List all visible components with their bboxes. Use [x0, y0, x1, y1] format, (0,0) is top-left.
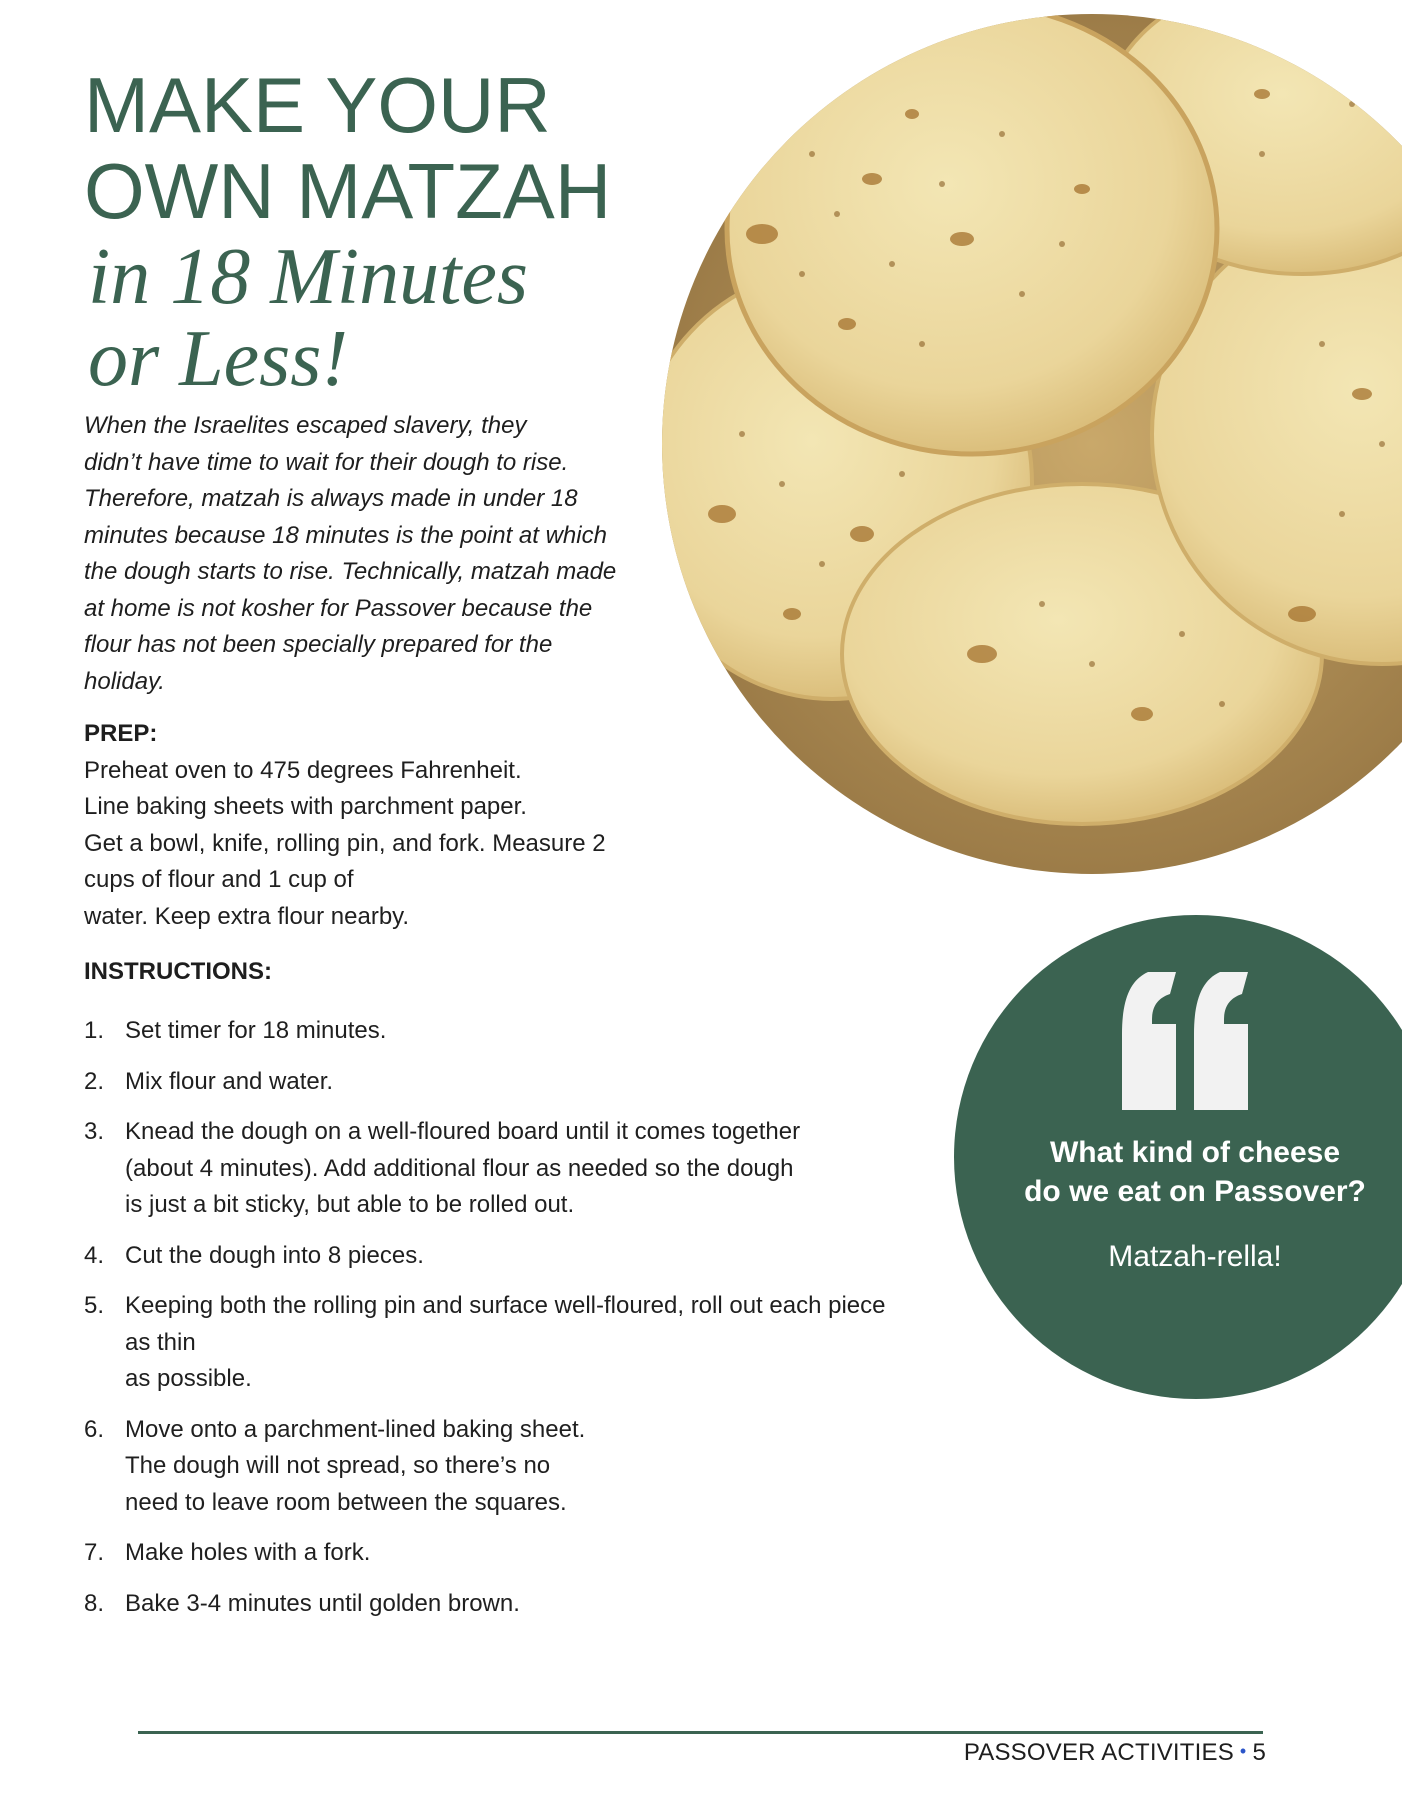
matzah-photo	[662, 14, 1402, 874]
prep-line: Line baking sheets with parchment paper.	[84, 793, 527, 820]
joke-question-line: do we eat on Passover?	[1024, 1175, 1366, 1208]
page-number: 5	[1252, 1739, 1266, 1766]
prep-line: cups of flour and 1 cup of	[84, 866, 354, 893]
step-number: 1.	[84, 1017, 105, 1044]
step-text: Move onto a parchment-lined baking sheet.	[125, 1415, 586, 1443]
step-text: Knead the dough on a well-floured board until it comes together	[125, 1118, 801, 1145]
intro-line: When the Israelites escaped slavery, they	[84, 412, 527, 439]
open-quote-icon	[1118, 972, 1268, 1112]
title-line-1: MAKE YOUR	[84, 61, 551, 149]
intro-line: holiday.	[84, 667, 165, 695]
instruction-step	[84, 1586, 944, 1623]
page-footer	[964, 1739, 1266, 1767]
instruction-step	[84, 1288, 944, 1398]
step-number: 8.	[84, 1589, 105, 1617]
prep-line: water. Keep extra flour nearby.	[84, 902, 410, 930]
instruction-step	[84, 1535, 944, 1572]
step-text: as possible.	[125, 1365, 252, 1392]
instruction-step	[84, 1412, 944, 1522]
step-number: 3.	[84, 1118, 105, 1145]
step-text: Set timer for 18 minutes.	[125, 1017, 387, 1044]
instruction-step	[84, 1013, 944, 1050]
step-number: 6.	[84, 1415, 105, 1443]
step-text: The dough will not spread, so there’s no	[125, 1452, 551, 1479]
step-number: 7.	[84, 1539, 105, 1566]
step-text: is just a bit sticky, but able to be rolled out.	[125, 1191, 575, 1218]
step-text: Keeping both the rolling pin and surface well-floured, roll out each piece	[125, 1292, 886, 1319]
intro-line: flour has not been specially prepared for the	[84, 631, 553, 658]
prep-line: Get a bowl, knife, rolling pin, and fork. Measure 2	[84, 829, 606, 857]
footer-divider	[138, 1731, 1263, 1734]
prep-heading: PREP:	[84, 720, 158, 747]
intro-line: didn’t have time to wait for their dough to rise.	[84, 448, 569, 476]
step-number: 4.	[84, 1241, 105, 1269]
instruction-step	[84, 1064, 944, 1101]
title-line-2: OWN MATZAH	[84, 147, 612, 235]
footer-section-title: PASSOVER ACTIVITIES	[963, 1739, 1234, 1766]
instruction-list	[84, 1013, 944, 1636]
step-text: Make holes with a fork.	[125, 1539, 371, 1566]
step-number: 2.	[84, 1067, 105, 1095]
instructions-heading: INSTRUCTIONS:	[84, 958, 272, 985]
joke-answer: Matzah-rella!	[1108, 1240, 1282, 1273]
instruction-step	[84, 1114, 944, 1224]
step-text: need to leave room between the squares.	[125, 1488, 567, 1516]
joke-question	[1000, 1133, 1390, 1211]
prep-section	[84, 716, 644, 935]
joke-question-line: What kind of cheese	[1049, 1136, 1341, 1169]
intro-line: minutes because 18 minutes is the point at which	[84, 521, 607, 549]
step-text: Bake 3-4 minutes until golden brown.	[125, 1589, 520, 1617]
instruction-step	[84, 1238, 944, 1275]
title-italic-line-1: in 18 Minutes	[88, 233, 528, 321]
intro-paragraph	[84, 408, 644, 700]
matzah-photo-illustration	[662, 14, 1402, 874]
step-text: Mix flour and water.	[125, 1067, 334, 1095]
intro-line: at home is not kosher for Passover because the	[84, 594, 593, 622]
footer-separator: •	[1239, 1741, 1247, 1761]
step-text: (about 4 minutes). Add additional flour as needed so the dough	[125, 1154, 794, 1182]
page-title	[84, 61, 644, 403]
step-text: as thin	[125, 1328, 196, 1356]
step-number: 5.	[84, 1292, 105, 1319]
prep-line: Preheat oven to 475 degrees Fahrenheit.	[84, 756, 522, 784]
intro-line: Therefore, matzah is always made in under 18	[84, 485, 578, 512]
step-text: Cut the dough into 8 pieces.	[125, 1241, 424, 1269]
intro-line: the dough starts to rise. Technically, matzah made	[84, 558, 617, 585]
title-italic-line-2: or Less!	[88, 315, 349, 403]
